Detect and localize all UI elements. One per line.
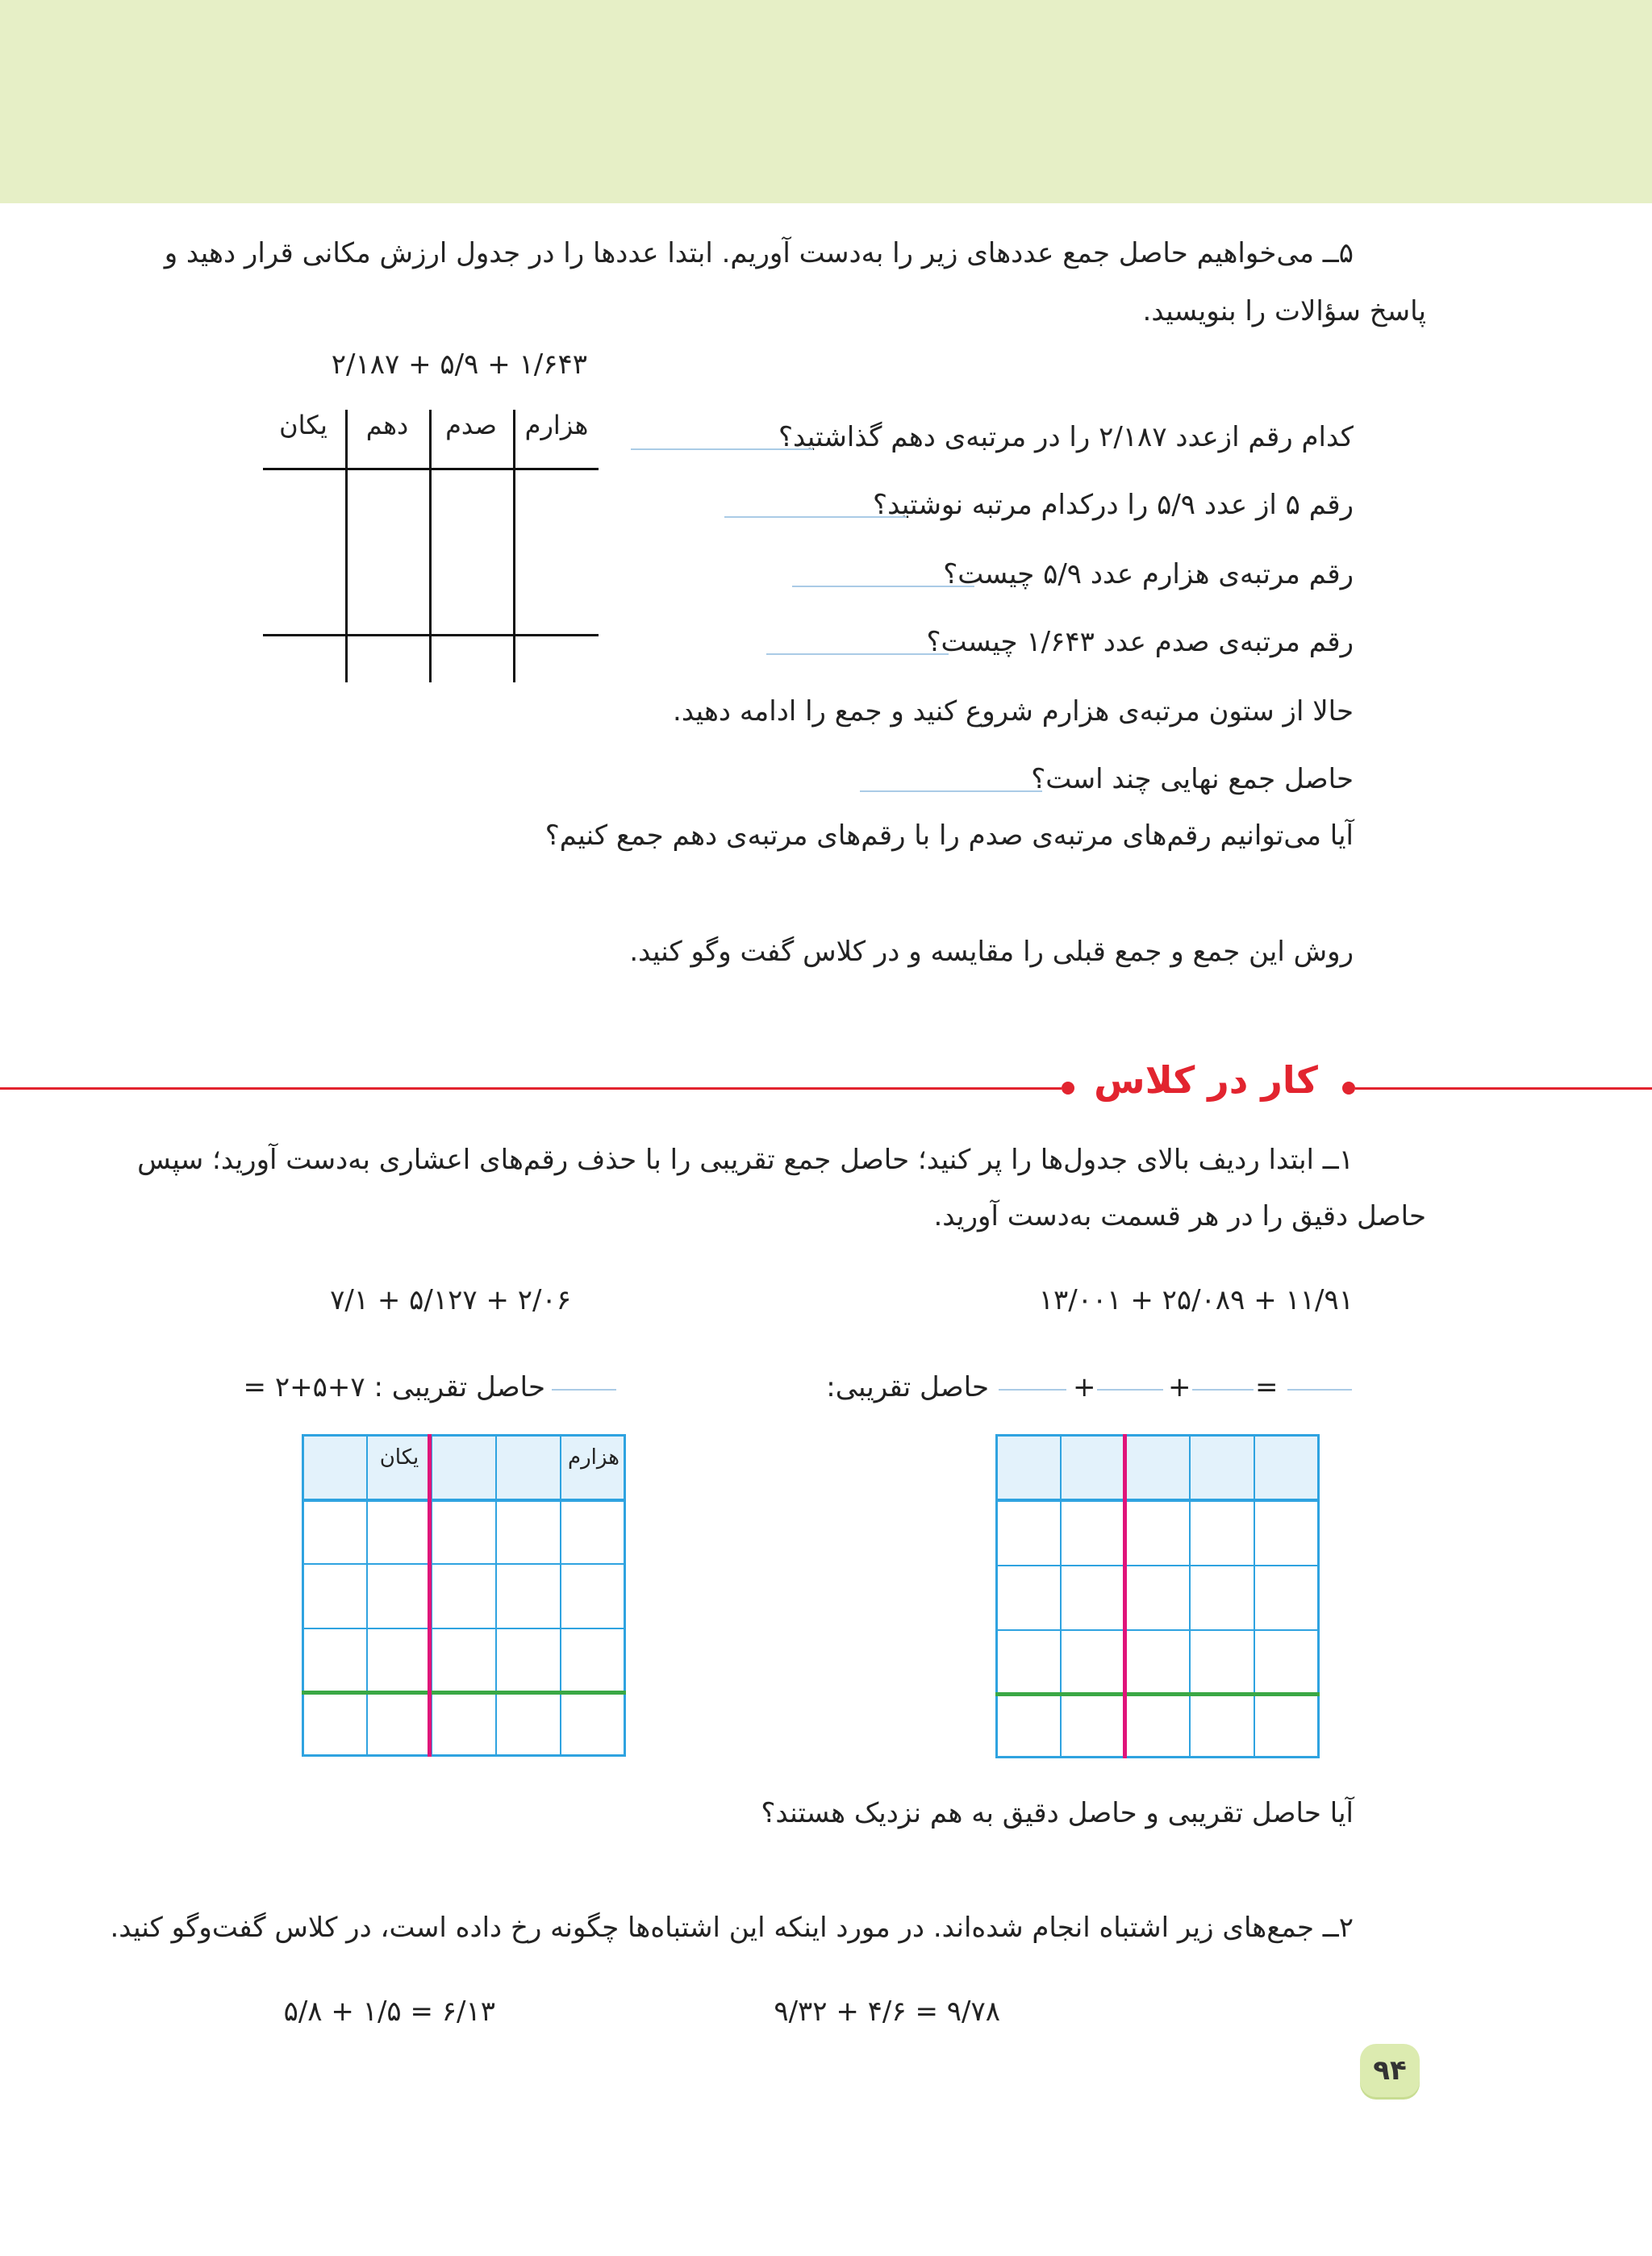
- cw-closer-question: آیا حاصل تقریبی و حاصل دقیق به هم نزدیک هستند؟: [761, 1797, 1354, 1829]
- approx-result-blank[interactable]: [1287, 1389, 1352, 1391]
- wrong-sum-right: ۹/۳۲ + ۴/۶ = ۹/۷۸: [774, 1995, 1000, 2028]
- grid-border: [995, 1434, 1320, 1758]
- answer-blank[interactable]: [792, 586, 974, 587]
- q5-question: حالا از ستون مرتبه‌ی هزارم شروع کنید و جمع را ادامه دهید.: [673, 695, 1354, 728]
- grid-col-line: [560, 1434, 561, 1757]
- place-value-table: [263, 410, 599, 684]
- grid-header-thousandths: هزارم: [568, 1445, 620, 1470]
- q5-compare-note: روش این جمع و جمع قبلی را مقایسه و در کلاس گفت وگو کنید.: [629, 936, 1354, 968]
- pv-header-tenths: دهم: [365, 410, 409, 440]
- grid-row-line: [302, 1563, 626, 1565]
- grid-row-line: [302, 1500, 626, 1502]
- grid-col-line: [1254, 1434, 1255, 1758]
- grid-row-line: [995, 1565, 1320, 1566]
- pv-col-divider: [429, 410, 432, 682]
- grid-decimal-line: [428, 1434, 432, 1757]
- plus-sign: +: [1168, 1371, 1191, 1403]
- equals-sign: =: [1255, 1371, 1279, 1403]
- q5-instruction-line2: پاسخ سؤالات را بنویسید.: [1142, 295, 1426, 327]
- grid-decimal-line: [1123, 1434, 1127, 1758]
- pv-col-divider: [345, 410, 348, 682]
- grid-header-ones: یکان: [379, 1445, 419, 1470]
- grid-row-line: [995, 1629, 1320, 1631]
- place-value-grid-left: [302, 1434, 626, 1757]
- approx-label-right: حاصل تقریبی:: [826, 1371, 989, 1403]
- q5-question: آیا می‌توانیم رقم‌های مرتبه‌ی صدم را با رقم‌های مرتبه‌ی دهم جمع کنیم؟: [544, 819, 1354, 852]
- grid-col-line: [1189, 1434, 1191, 1758]
- answer-blank[interactable]: [724, 516, 907, 518]
- pv-header-hundredths: صدم: [445, 410, 497, 440]
- grid-col-line: [1060, 1434, 1062, 1758]
- page-number: ۹۴: [1360, 2044, 1420, 2097]
- cw-q1-line1: ۱ــ ابتدا ردیف بالای جدول‌ها را پر کنید؛ حاصل جمع تقریبی را با حذف رقم‌های اعشاری به‌دست آورید؛ سپس: [137, 1144, 1354, 1176]
- q5-question: رقم ۵ از عدد ۵/۹ را درکدام مرتبه نوشتید؟: [873, 489, 1354, 521]
- wrong-sum-left: ۵/۸ + ۱/۵ = ۶/۱۳: [283, 1995, 495, 2028]
- q5-question: رقم مرتبه‌ی هزارم عدد ۵/۹ چیست؟: [943, 558, 1354, 590]
- grid-sum-line: [302, 1691, 626, 1695]
- pv-col-divider: [513, 410, 515, 682]
- cw-expression-left: ۷/۱ + ۵/۱۲۷ + ۲/۰۶: [330, 1284, 571, 1316]
- answer-blank[interactable]: [631, 448, 813, 450]
- place-value-grid-right: [995, 1434, 1320, 1758]
- q5-expression: ۲/۱۸۷ + ۵/۹ + ۱/۶۴۳: [331, 348, 587, 381]
- section-rule-right: [1355, 1087, 1652, 1090]
- approx-term-blank[interactable]: [1192, 1389, 1254, 1391]
- header-banner: [0, 0, 1652, 203]
- grid-sum-line: [995, 1692, 1320, 1696]
- approx-term-blank[interactable]: [1097, 1389, 1163, 1391]
- answer-blank[interactable]: [766, 653, 949, 655]
- pv-header-ones: یکان: [279, 410, 327, 440]
- approx-result-blank[interactable]: [552, 1389, 616, 1391]
- grid-row-line: [995, 1500, 1320, 1502]
- cw-expression-right: ۱۳/۰۰۱ + ۲۵/۰۸۹ + ۱۱/۹۱: [1038, 1284, 1354, 1316]
- grid-col-line: [495, 1434, 497, 1757]
- pv-header-thousandths: هزارم: [524, 410, 589, 440]
- q5-question: کدام رقم ازعدد ۲/۱۸۷ را در مرتبه‌ی دهم گذاشتید؟: [778, 421, 1354, 453]
- approx-label-left: حاصل تقریبی : ۷+۵+۲ =: [243, 1371, 545, 1403]
- q5-instruction-line1: ۵ــ می‌خواهیم حاصل جمع عددهای زیر را به‌دست آوریم. ابتدا عددها را در جدول ارزش مکانی قرار دهید و: [164, 237, 1354, 269]
- cw-q1-line2: حاصل دقیق را در هر قسمت به‌دست آورید.: [933, 1200, 1426, 1232]
- section-rule-left: [0, 1087, 1062, 1090]
- section-title: کار در کلاس: [1094, 1058, 1318, 1102]
- grid-col-line: [366, 1434, 368, 1757]
- q5-question: رقم مرتبه‌ی صدم عدد ۱/۶۴۳ چیست؟: [926, 626, 1354, 658]
- plus-sign: +: [1073, 1371, 1096, 1403]
- grid-row-line: [302, 1628, 626, 1629]
- q5-question: حاصل جمع نهایی چند است؟: [1031, 763, 1354, 795]
- answer-blank[interactable]: [860, 790, 1042, 792]
- cw-q2: ۲ــ جمع‌های زیر اشتباه انجام شده‌اند. در مورد اینکه این اشتباه‌ها چگونه رخ داده است، در کلاس گفت‌وگو کنید.: [110, 1912, 1354, 1944]
- section-dot: [1062, 1082, 1074, 1095]
- section-dot: [1342, 1082, 1355, 1095]
- grid-border: [302, 1434, 626, 1757]
- approx-term-blank[interactable]: [999, 1389, 1066, 1391]
